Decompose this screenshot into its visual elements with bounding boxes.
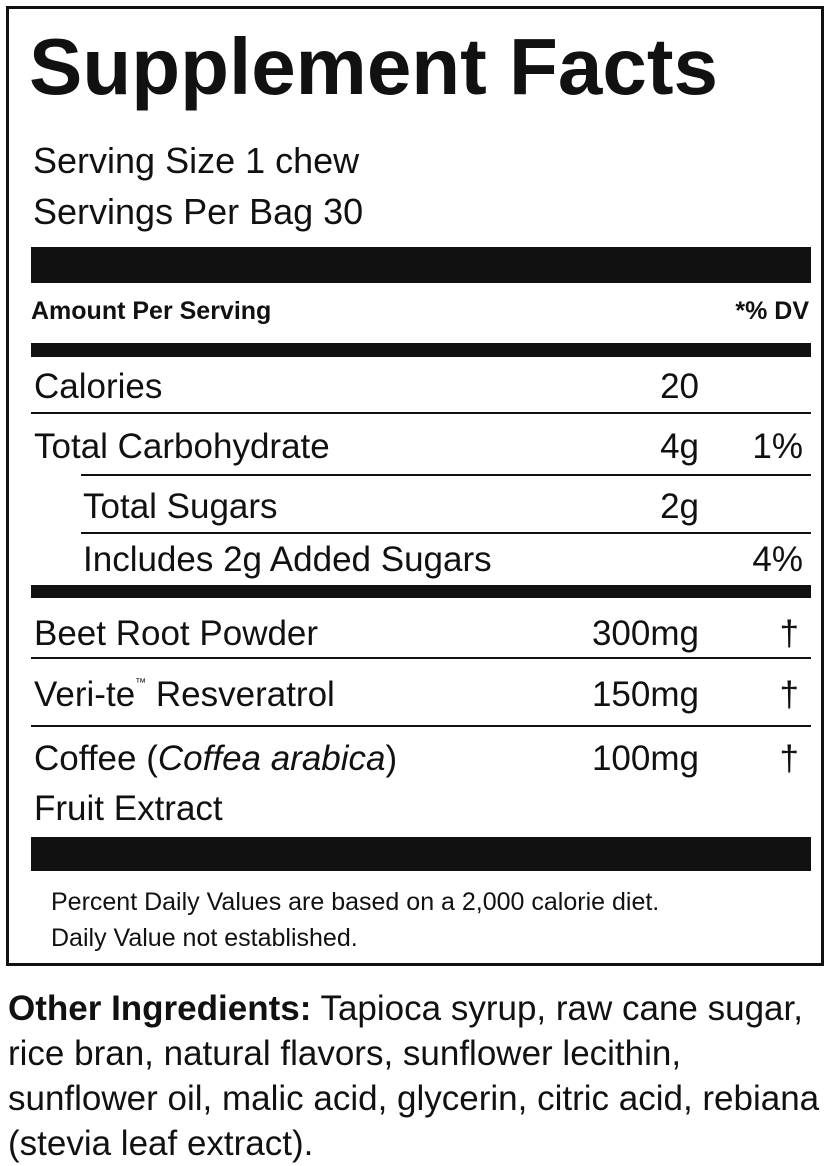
dagger-symbol: † [779, 739, 799, 778]
dagger-symbol: † [779, 614, 799, 653]
footnote-daily-values: Percent Daily Values are based on a 2,000 calorie diet. [51, 888, 660, 916]
other-ingredients-label: Other Ingredients: [8, 989, 312, 1028]
nutrient-amount: 20 [660, 367, 699, 406]
other-ingredients [8, 986, 830, 1166]
thick-divider-header [31, 343, 811, 357]
divider [31, 657, 811, 659]
supplement-facts-panel [6, 6, 824, 966]
ingredient-label: Beet Root Powder [34, 614, 319, 653]
nutrient-dv: 1% [752, 427, 803, 466]
ingredient-label-name: Veri-te [34, 675, 136, 714]
ingredient-label [34, 677, 335, 712]
divider [81, 532, 811, 534]
nutrient-label: Calories [34, 367, 163, 406]
thick-divider-top [31, 247, 811, 283]
footnote-not-established: Daily Value not established. [51, 924, 358, 952]
thick-divider-bottom [31, 837, 811, 871]
ingredient-botanical-name: Coffea arabica [157, 739, 386, 778]
ingredient-label-suffix: Resveratrol [146, 675, 335, 714]
nutrient-dv: 4% [752, 540, 803, 579]
dagger-symbol: † [779, 675, 799, 714]
ingredient-label-suffix: ) [385, 739, 398, 778]
panel-title: Supplement Facts [29, 22, 719, 111]
ingredient-label [34, 741, 397, 776]
divider [31, 412, 811, 414]
nutrient-amount: 4g [660, 427, 699, 466]
nutrient-label: Total Sugars [83, 487, 278, 526]
ingredient-amount: 150mg [591, 675, 699, 714]
daily-value-label: *% DV [735, 297, 809, 325]
ingredient-amount: 300mg [591, 614, 699, 653]
trademark-symbol: ™ [135, 677, 147, 689]
divider [81, 474, 811, 476]
other-ingredients-text: Tapioca syrup, raw cane sugar, rice bran, natural flavors, sunflower lecithin, sunflower oil, malic acid, glycerin, citric acid, rebiana (stevia leaf extract). [8, 989, 820, 1163]
divider [31, 725, 811, 727]
nutrient-amount: 2g [660, 487, 699, 526]
serving-size: Serving Size 1 chew [33, 140, 360, 181]
ingredient-label-name: Coffee ( [34, 739, 158, 778]
ingredient-label-line2: Fruit Extract [34, 789, 223, 828]
thick-divider-middle [31, 585, 811, 598]
nutrient-label: Includes 2g Added Sugars [83, 540, 492, 579]
amount-per-serving-label: Amount Per Serving [31, 297, 272, 325]
ingredient-amount: 100mg [591, 739, 699, 778]
servings-per-container: Servings Per Bag 30 [33, 191, 364, 232]
nutrient-label: Total Carbohydrate [34, 427, 330, 466]
